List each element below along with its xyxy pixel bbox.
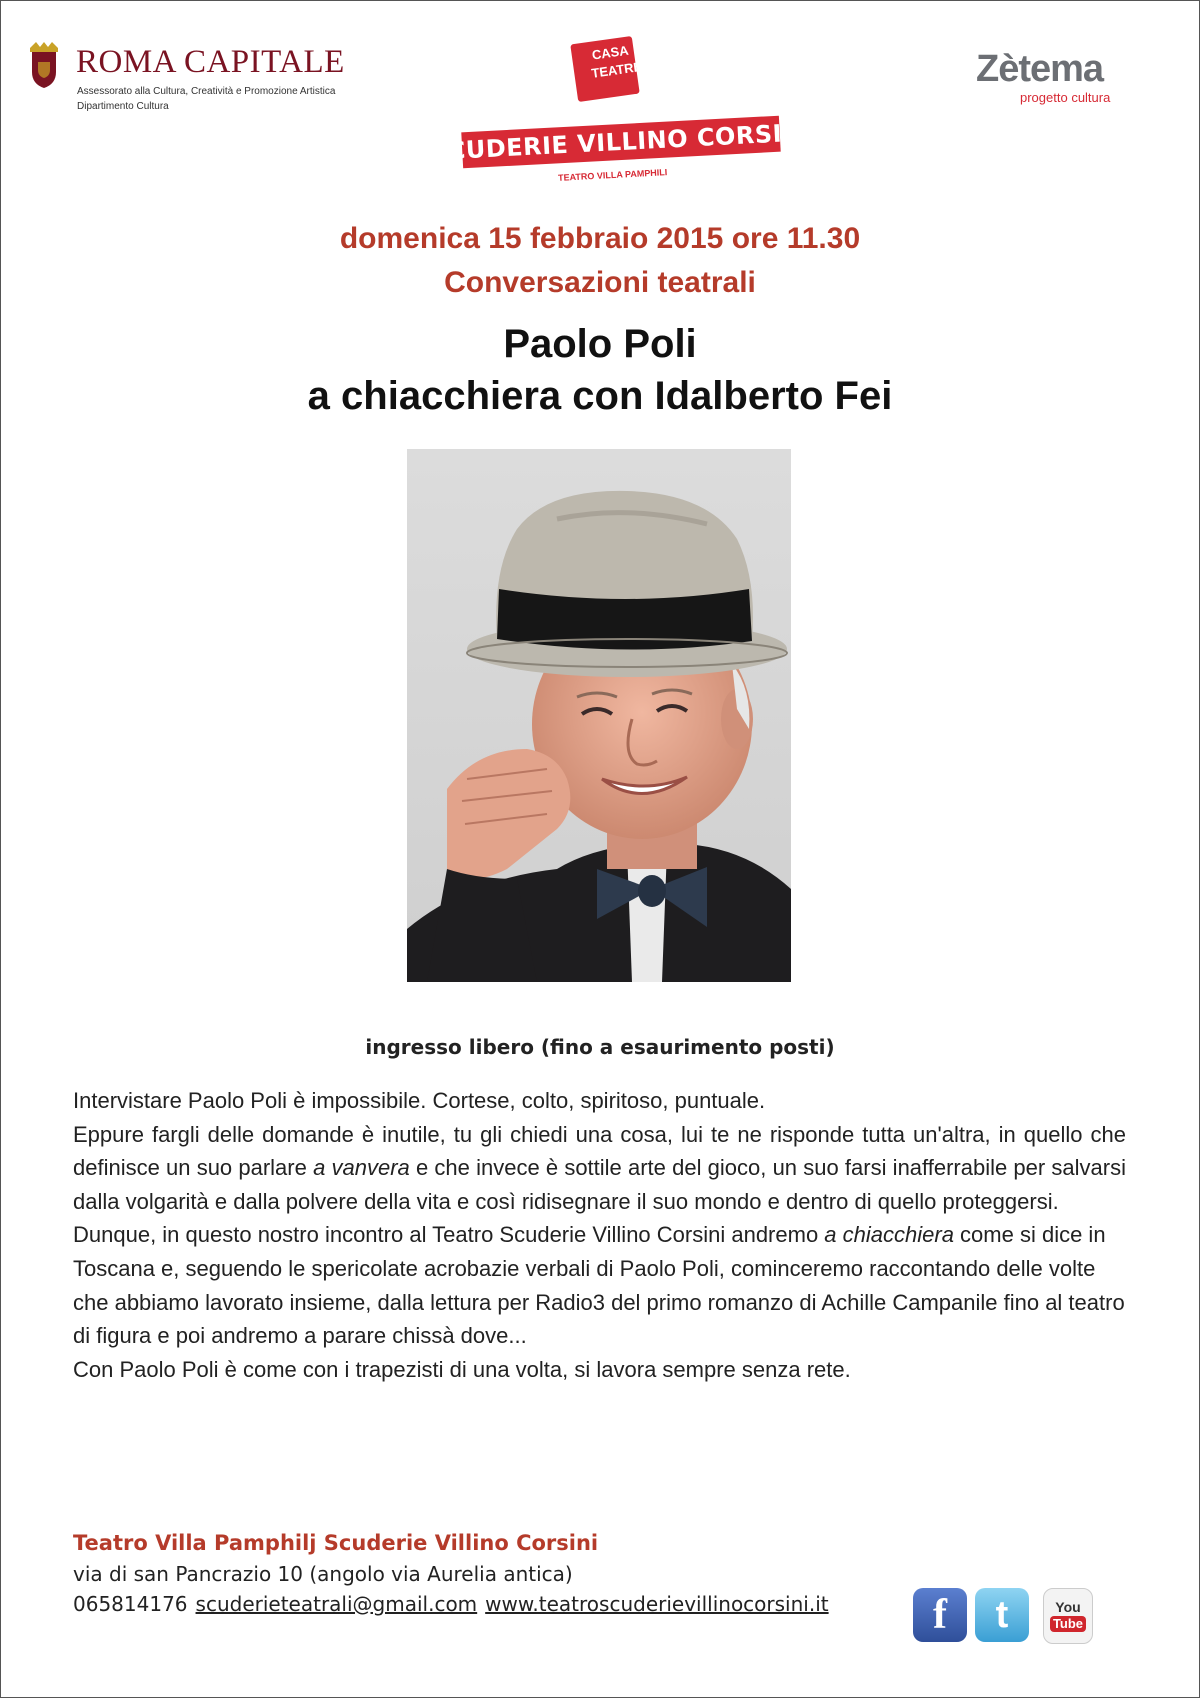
teatri-label: TEATRI [590, 59, 639, 81]
roma-crest-icon [26, 42, 62, 90]
zetema-logo [976, 48, 1136, 118]
roma-dipartimento: Dipartimento Cultura [77, 101, 169, 112]
paragraph-3: Dunque, in questo nostro incontro al Teatro Scuderie Villino Corsini andremo a chiacchiera come si dice in Toscana e, seguendo le spericolate acrobazie verbali di Paolo Poli, cominceremo raccontando delle volte che abbiamo lavorato insieme, dalla lettura per Radio3 del primo romanzo di Achille Campanile fino al teatro di figura e poi andremo a parare chissà dove... [73, 1222, 1125, 1349]
roma-capitale-name: ROMA CAPITALE [76, 44, 345, 80]
venue-name: Teatro Villa Pamphilj Scuderie Villino Corsini [73, 1531, 599, 1555]
scuderie-subtitle: TEATRO VILLA PAMPHILI [557, 167, 668, 183]
casa-dei-teatri-badge [570, 36, 639, 102]
paragraph-1: Intervistare Paolo Poli è impossibile. Cortese, colto, spiritoso, puntuale. [73, 1088, 766, 1113]
zetema-tagline: progetto cultura [1020, 90, 1111, 105]
event-date: domenica 15 febbraio 2015 ore 11.30 [339, 222, 861, 255]
email-link[interactable]: scuderieteatrali@gmail.com [195, 1592, 478, 1616]
scuderie-logo [429, 36, 813, 183]
event-title-line1: Paolo Poli [503, 322, 697, 366]
roma-assessorato: Assessorato alla Cultura, Creatività e Promozione Artistica [77, 86, 336, 97]
contact-line [73, 1592, 829, 1616]
phone-number: 065814176 [73, 1592, 188, 1616]
paragraph-2: Eppure fargli delle domande è inutile, tu gli chiedi una cosa, lui te ne risponde tutta un'altra, in quello che definisce un suo parlare a vanvera e che invece è sottile arte del gioco, un suo farsi inafferrabile per salvarsi dalla volgarità e dalla polvere della vita e così ridisegnare il suo mondo e dentro di quello proteggersi. [73, 1121, 1127, 1214]
twitter-icon[interactable]: t [975, 1588, 1029, 1642]
portrait-illustration [407, 449, 791, 982]
event-description [73, 1084, 1126, 1386]
paragraph-4: Con Paolo Poli è come con i trapezisti di una volta, si lavora sempre senza rete. [73, 1356, 851, 1382]
venue-address: via di san Pancrazio 10 (angolo via Aurelia antica) [73, 1562, 573, 1586]
scuderie-banner [429, 116, 813, 169]
event-series: Conversazioni teatrali [444, 266, 756, 299]
zetema-name: Zètema [976, 48, 1104, 90]
facebook-icon[interactable]: f [913, 1588, 967, 1642]
scuderie-name: SCUDERIE VILLINO CORSINI [429, 118, 813, 166]
event-title-line2: a chiacchiera con Idalberto Fei [307, 374, 893, 418]
entry-info: ingresso libero (fino a esaurimento posti) [365, 1035, 835, 1059]
roma-capitale-logo [26, 38, 386, 118]
youtube-icon[interactable]: You Tube [1043, 1588, 1093, 1644]
website-link[interactable]: www.teatroscuderievillinocorsini.it [485, 1592, 829, 1616]
casa-label: CASA [590, 42, 630, 63]
portrait-photo [407, 449, 791, 982]
